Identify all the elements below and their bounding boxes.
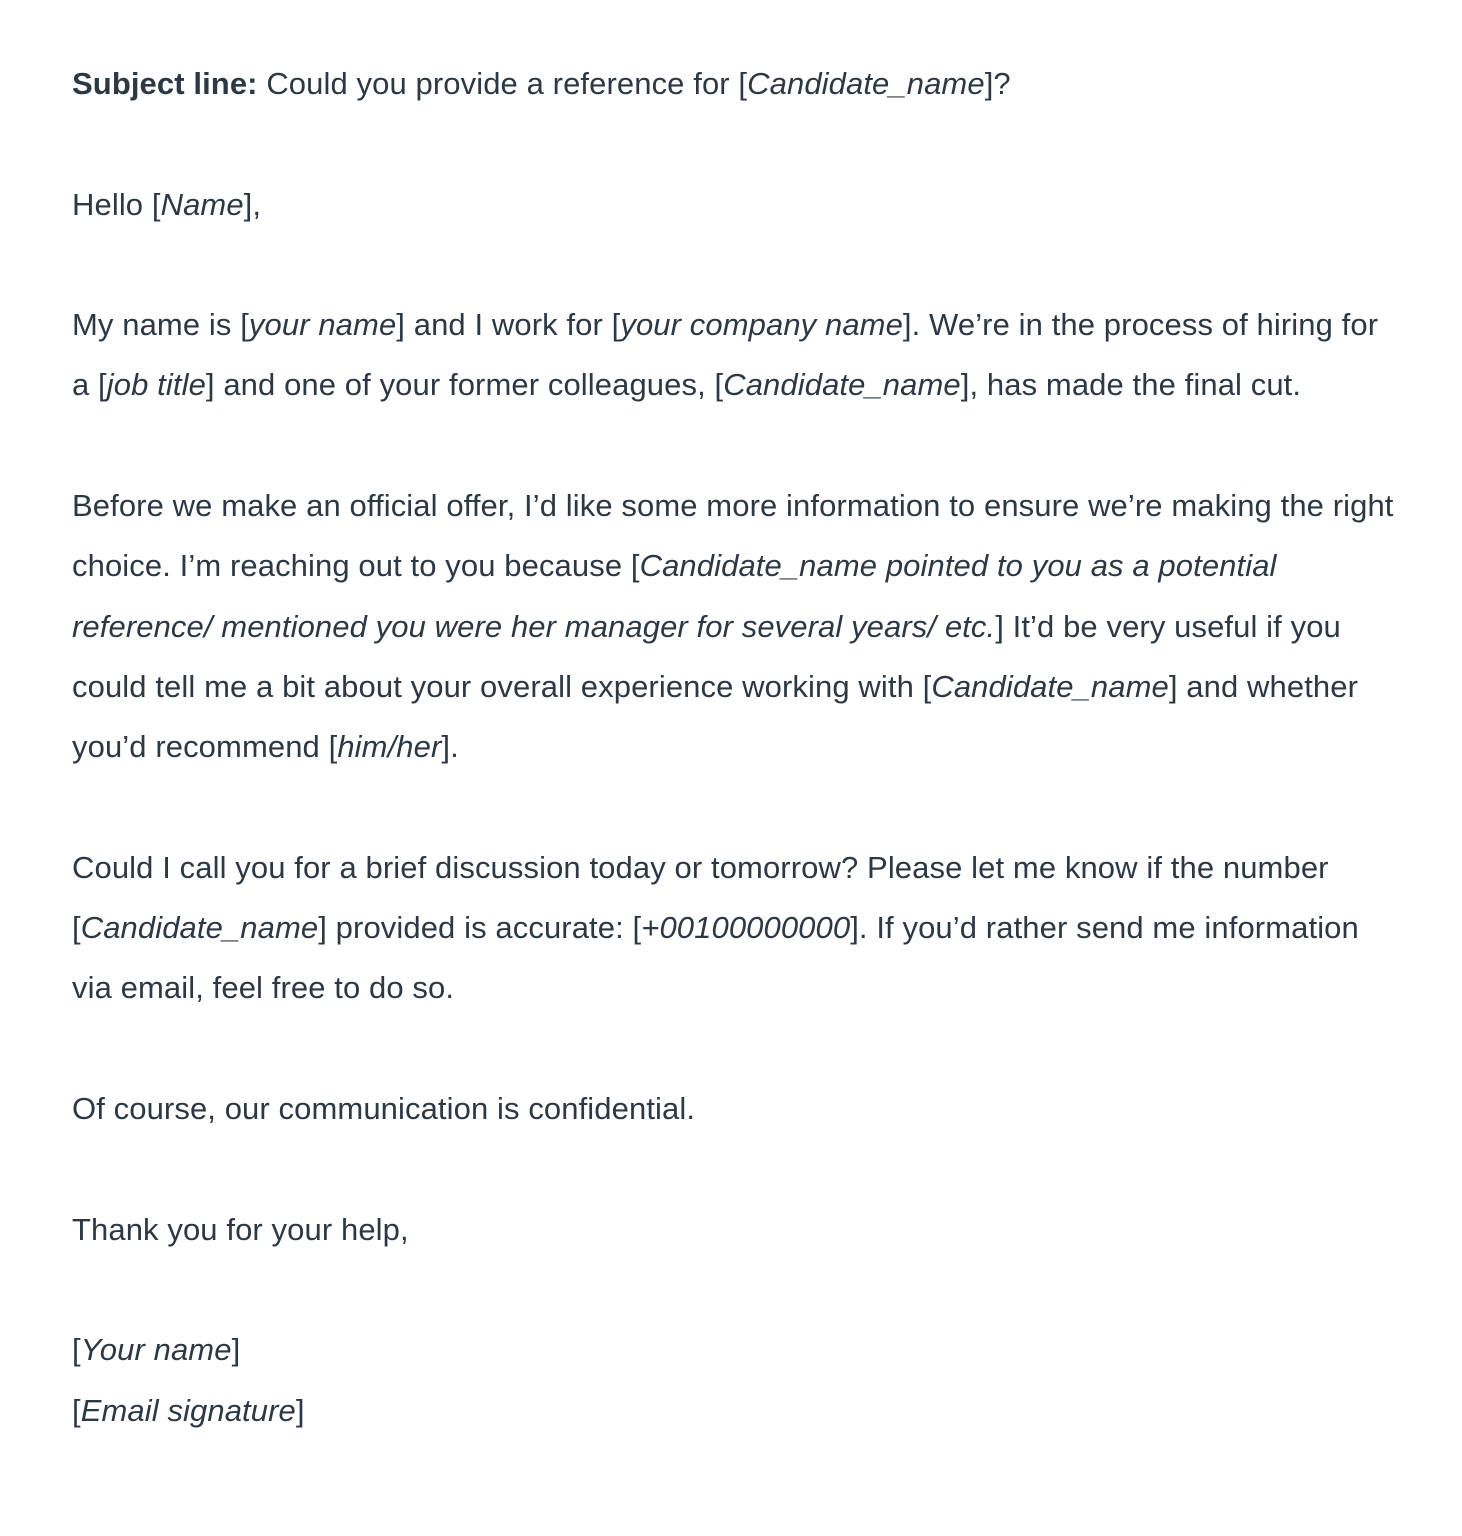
placeholder-company-name: your company name xyxy=(620,307,903,343)
call-text: Could I call you for a brief discussion today or tomorrow? Please let me know if the number [ xyxy=(72,849,1329,946)
placeholder-your-name: Your name xyxy=(80,1332,232,1368)
intro-text: My name is [ xyxy=(72,307,249,343)
greeting-text: Hello [ xyxy=(72,186,161,222)
subject-text: Could you provide a reference for [ xyxy=(257,66,748,101)
call-text: ] provided is accurate: [ xyxy=(318,910,642,946)
placeholder-candidate-name: Candidate_name xyxy=(723,367,961,403)
greeting-text-end: ], xyxy=(243,186,262,222)
request-text: ] and whether you’d recommend [ xyxy=(72,668,1359,765)
email-template xyxy=(72,54,1402,1441)
bracket: ] xyxy=(231,1332,241,1368)
confidential-paragraph: Of course, our communication is confidential. xyxy=(72,1091,696,1127)
placeholder-your-name: your name xyxy=(248,307,397,343)
bracket: [ xyxy=(72,1332,81,1368)
greeting xyxy=(72,175,1402,235)
intro-text: ] and one of your former colleagues, [ xyxy=(205,367,724,403)
placeholder-reason: Candidate_name pointed to you as a potential reference/ mentioned you were her manager for several years/ etc. xyxy=(72,548,1277,644)
placeholder-email-signature: Email signature xyxy=(80,1392,296,1428)
subject-text-end: ]? xyxy=(984,66,1011,101)
subject-label: Subject line: xyxy=(72,66,258,101)
signature-name xyxy=(72,1320,1402,1380)
call-text: ]. If you’d rather send me information via email, feel free to do so. xyxy=(72,910,1359,1006)
placeholder-candidate-name: Candidate_name xyxy=(80,910,319,946)
placeholder-candidate-name: Candidate_name xyxy=(747,66,985,101)
bracket: [ xyxy=(72,1392,81,1428)
placeholder-job-title: job title xyxy=(106,367,206,403)
placeholder-phone-number: +00100000000 xyxy=(641,910,851,946)
request-text: ] It’d be very useful if you could tell me a bit about your overall experience working with [ xyxy=(72,608,1341,704)
intro-text: ] and I work for [ xyxy=(396,307,621,343)
subject-line xyxy=(72,54,1402,114)
request-text: Before we make an official offer, I’d like some more information to ensure we’re making the right choice. I’m reaching out to you because [ xyxy=(72,488,1394,584)
bracket: ] xyxy=(295,1392,305,1428)
intro-paragraph xyxy=(72,295,1402,416)
placeholder-name: Name xyxy=(160,186,244,222)
signature-email xyxy=(72,1381,1402,1441)
placeholder-pronoun: him/her xyxy=(337,729,442,765)
intro-text: ], has made the final cut. xyxy=(960,367,1302,403)
request-paragraph xyxy=(72,476,1402,777)
request-text: ]. xyxy=(441,729,459,765)
placeholder-candidate-name: Candidate_name xyxy=(931,668,1169,704)
call-paragraph xyxy=(72,838,1402,1019)
closing-line: Thank you for your help, xyxy=(72,1211,409,1247)
intro-text: ]. We’re in the process of hiring for a [ xyxy=(72,307,1379,403)
